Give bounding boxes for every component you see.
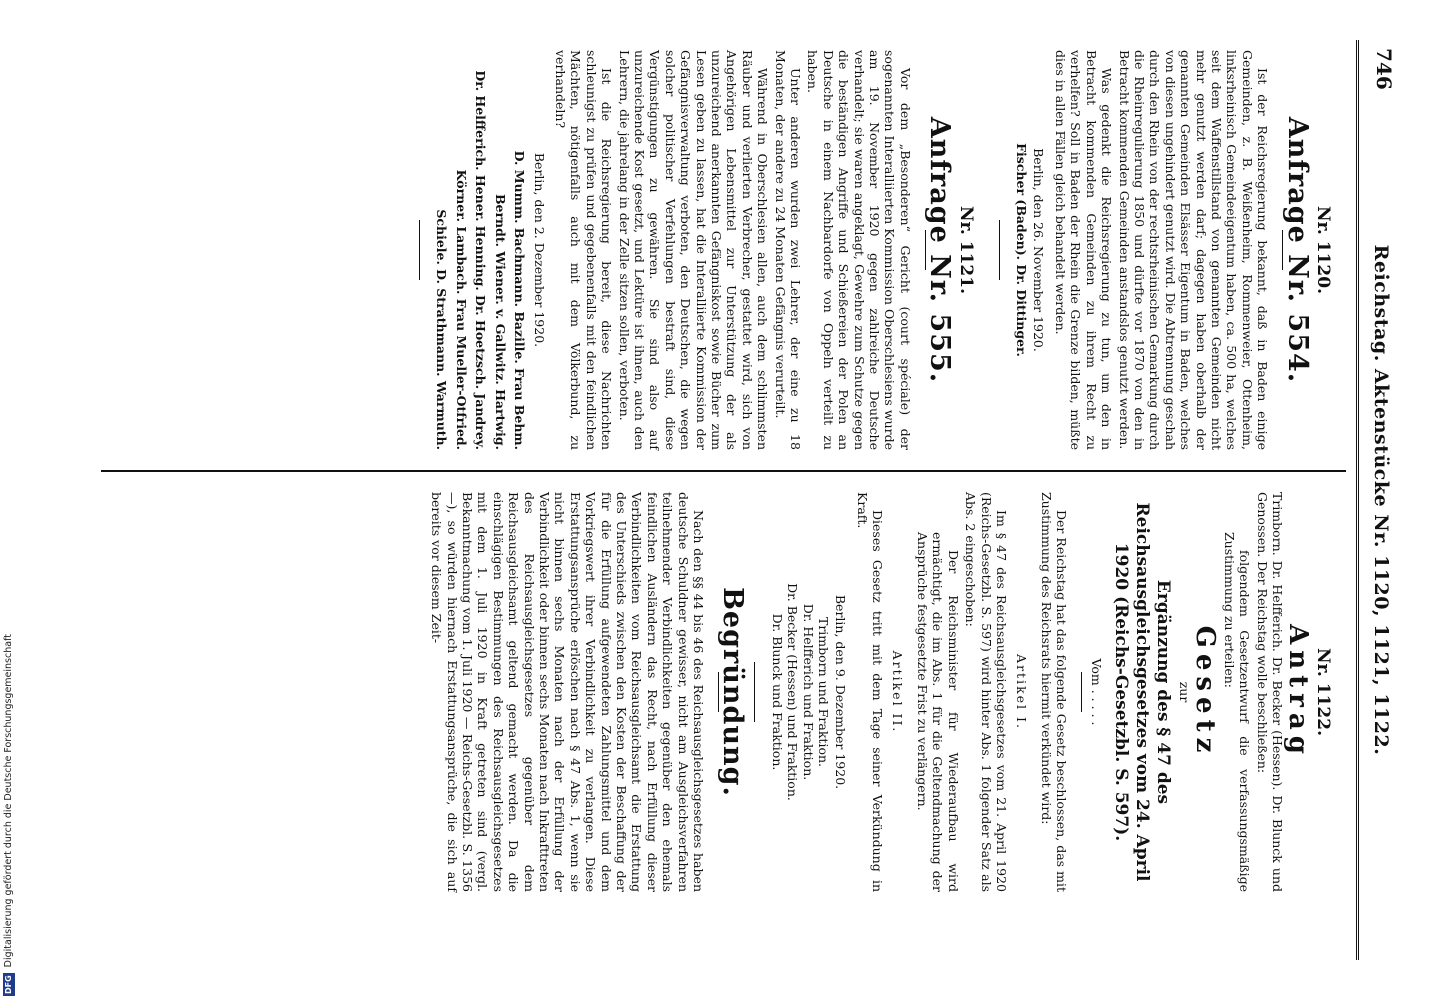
digitization-credit-text (1, 0, 17, 996)
paragraph: Nach den §§ 44 bis 46 des Reichsausgleichsgesetzes haben deutsche Schuldner gewisser, nicht am Ausgleichsverfahren teilnehmender Verbindlichkeiten gegenüber den ehemals feindlichen Ausländern das Recht, nach Erfüllung dieser Verbindlichkeiten vom Reichsausgleichsamt die Erstattung des Unterschieds zwischen den Kosten der Beschaffung der für die Erfüllung aufgewendeten Zahlungsmittel und dem Vorkriegswert ihrer Verbindlichkeit zu verlangen. Diese Erstattungsansprüche erlöschen nach § 47 Abs. 1, wenn sie nicht binnen sechs Monaten nach der Erfüllung der Verbindlichkeit oder binnen sechs Monaten nach Inkrafttreten des Reichsausgleichsgesetzes gegenüber dem Reichsausgleichsamt geltend gemacht werden. Da die einschlägigen Bestimmungen des Reichsausgleichsgesetzes mit dem 1. Juli 1920 in Kraft getreten sind (vergl. Bekanntmachung vom 1. Juli 1920 — Reichs-Gesetzbl. S. 1356 —), so würden hiernach Erstattungsansprüche, die sich auf bereits vor diesem Zeit- (429, 492, 707, 892)
gesetz-heading: Gesetz (1189, 625, 1220, 759)
preamble: Der Reichstag hat das folgende Gesetz beschlossen, das mit Zustimmung des Reichsrats hiermit verkündet wird: (1038, 492, 1070, 892)
signatory: Dr. Becker (Hessen) und Fraktion. (785, 583, 801, 801)
credit-label: Digitalisierung gefördert durch die Deutsche Forschungsgemeinschaft (3, 634, 14, 968)
begruendung-heading: Begründung. (717, 587, 749, 797)
paragraph: folgendem Gesetzentwurf die verfassungsmäßige Zustimmung zu erteilen: (1221, 532, 1253, 892)
right-column (66, 472, 1356, 902)
antrag-heading: Antrag (1282, 624, 1313, 760)
paragraph: Im § 47 des Reichsausgleichsgesetzes vom 21. April 1920 (Reichs-Gesetzbl. S. 597) wird hinter Abs. 1 folgender Satz als Abs. 2 eingeschoben: (963, 492, 1010, 892)
two-column-body (66, 40, 1356, 960)
signatories: Fischer (Baden). Dr. Dittinger. (1014, 143, 1030, 357)
date-line: Berlin, den 9. Dezember 1920. (833, 594, 849, 790)
page-header (1356, 40, 1408, 960)
header-rule (1356, 40, 1359, 960)
signatories-line: Körner. Lambach. Frau Mueller-Otfried. (453, 169, 469, 450)
signatory: Dr. Blunck und Fraktion. (769, 613, 785, 771)
digitization-credit (0, 0, 16, 1000)
zur-label: zur (1177, 681, 1193, 703)
artikel-2: Artikel II. (889, 650, 905, 734)
anfrage-554-heading: Anfrage Nr. 554. (1281, 116, 1313, 384)
paragraph: Während in Oberschlesien allen, auch dem schlimmsten Räuber und verlierten Verbrecher, gestattet wird, sich von Angehörigen Lebensmittel zur Unterstützung der als unzureichend anerkannten Gefängniskost sowie Bücher zum Lesen geben zu lassen, hat die Interalliierte Kommission der Gefängnisverwaltung verboten, den Deutschen, die wegen solcher politischer Verfehlungen bestraft sind, diese Vergünstigungen zu gewähren. Sie sind also auf unzureichende Kost gesetzt, und Lektüre ist ihnen, auch den Lehrern, die jahrelang in der Zelle sitzen sollen, verboten. (616, 50, 771, 450)
dfg-logo-icon: DFG (4, 975, 13, 994)
date-line: Berlin, den 2. Dezember 1920. (531, 152, 547, 348)
signatories-line: Berndt. Wiener. v. Gallwitz. Hartwig. (492, 193, 508, 450)
vom-line: Vom . . . . . (1088, 658, 1104, 726)
paragraph: Unter anderen wurden zwei Lehrer, der eine zu 18 Monaten, der andere zu 24 Monaten Gefängnis verurteilt. (772, 50, 804, 450)
anfrage-555-heading: Anfrage Nr. 555. (924, 116, 956, 384)
paragraph: Dieses Gesetz tritt mit dem Tage seiner Verkündung in Kraft. (854, 492, 886, 892)
nr-1120: Nr. 1120. (1313, 205, 1333, 294)
divider (999, 220, 1000, 280)
signatory: Trimborn und Fraktion. (816, 616, 832, 767)
quoted-text: Der Reichsminister für Wiederaufbau wird ermächtigt, die im Abs. 1 für die Geltendmachung der Ansprüche festgesetzte Frist zu verlängern. (915, 532, 961, 892)
signatories-line: Schiele. D. Strathmann. Warmuth. (434, 209, 450, 450)
running-head: Reichstag. Aktenstücke Nr. 1120, 1121, 1122. (1370, 244, 1392, 756)
law-title: Ergänzung des § 47 des Reichsausgleichsgesetzes vom 24. April 1920 (Reichs-Gesetzbl. S. 597). (1110, 502, 1173, 882)
nr-1122: Nr. 1122. (1313, 647, 1333, 736)
nr-1121: Nr. 1121. (955, 205, 976, 294)
paragraph: Ist der Reichsregierung bekannt, daß in Baden einige Gemeinden, z. B. Weißenheim, Rommenweier, Ottenheim, linksrheinisch Gemeindeeigentum haben, ca. 500 ha, welches seit dem Waffenstillstand von genannten Gemeinden nicht mehr genutzt werden darf; dagegen haben oberhalb der genannten Gemeinden Elsässer Eigentum in Baden, welches von diesen ungehindert genutzt wird. Die Abtrennung geschah durch den Rhein von der rechtsrheinischen Gemarkung durch die Rheinregulierung 1850 und dürfte vor 1870 von den in Betracht kommenden Gemeinden anstandslos genutzt werden. (1116, 50, 1271, 450)
paragraph: Was gedenkt die Reichsregierung zu tun, um den in Betracht kommenden Gemeinden zu ihrem Recht zu verhelfen? Soll in Baden der Rhein die Grenze bilden, müßte dies in allen Fällen gleich behandelt werden. (1052, 50, 1115, 450)
divider (754, 662, 755, 722)
left-column (66, 40, 1356, 470)
signatory: Dr. Helfferich und Fraktion. (800, 603, 816, 781)
signatories-line: D. Mumm. Bachmann. Bazille. Frau Behm. (512, 150, 528, 450)
divider (419, 220, 420, 280)
date-line: Berlin, den 26. November 1920. (1031, 148, 1047, 352)
signatories-line: Dr. Helfferich. Hener. Henning. Dr. Hoetzsch. Jandrey. (473, 70, 489, 450)
page-number: 746 (1372, 48, 1396, 90)
paragraph: Vor dem „Besonderen“ Gericht (court spéciale) der sogenannten Interalliierten Kommission Oberschlesiens wurde am 19. November 1920 gegen zahlreiche Deutsche verhandelt; sie waren angeklagt, Gewehre zum Schutze gegen die beständigen Angriffe und Schießereien der Polen an Deutsche in einem Nachbardorfe von Oppeln verteilt zu haben. (805, 50, 913, 450)
divider (1081, 672, 1082, 712)
paragraph: Ist die Reichsregierung bereit, diese Nachrichten schleunigst zu prüfen und gegebenenfalls mit den feindlichen Mächten, nötigenfalls auch mit dem Völkerbund, zu verhandeln? (552, 50, 615, 450)
artikel-1: Artikel I. (1013, 654, 1029, 730)
movers: Trimborn. Dr. Helfferich. Dr. Becker (Hessen). Dr. Blunck und Genossen. Der Reichstag wolle beschließen: (1254, 492, 1286, 892)
